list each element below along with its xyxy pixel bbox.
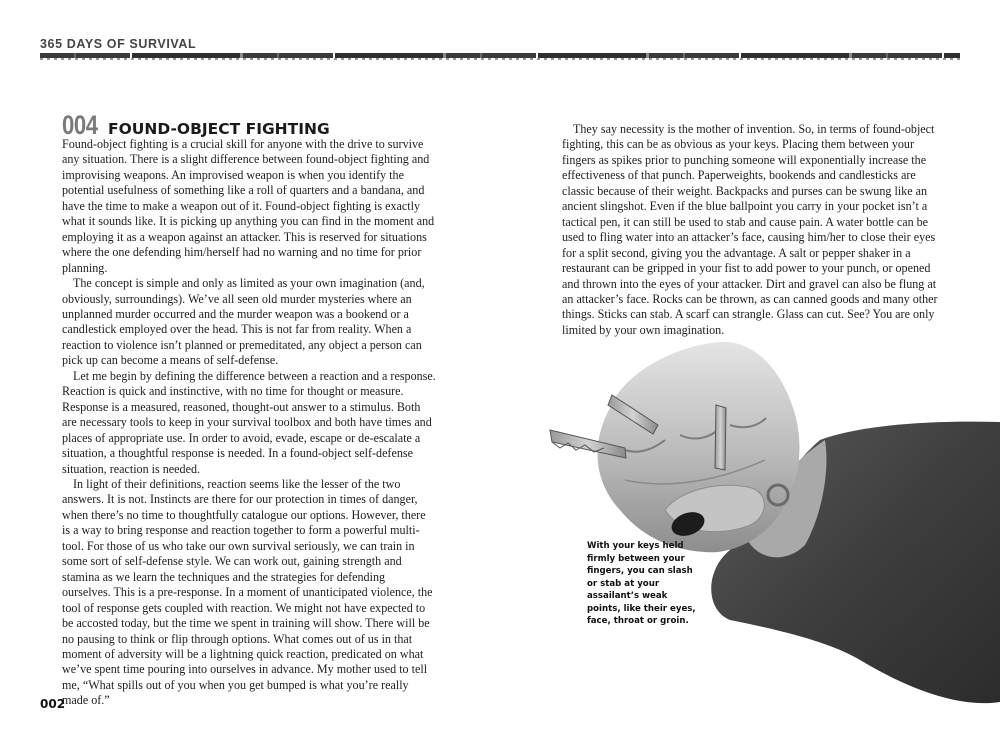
section-title: FOUND-OBJECT FIGHTING (108, 120, 330, 138)
paragraph: In light of their definitions, reaction seems like the lesser of the two answers. It is not. Instincts are there for our protection in times of danger, when there’s no time to thoughtfully catalogue our options. However, there is a way to bring response and reaction together to form a powerful multi-tool. For those of us who take our own survival seriously, we can train in some sort of self-defense style. We can work out, gaining strength and stamina as we learn the techniques and the strategies for defending ourselves. This is a pre-response. In a moment of unanticipated violence, the tool of response gets coupled with reaction. We might not have expected to be accosted today, but the time we spent in training will show. There will be no pausing to think or flip through options. What comes out of us in that moment of adversity will be a lightning quick reaction, predicated on what we’ve spent time pouring into ourselves in advance. My mother used to tell me, “What spills out of you when you get bumped is what you’re really made of.” (62, 476, 433, 708)
right-column (562, 122, 939, 338)
paragraph: Let me begin by defining the difference between a reaction and a response. Reaction is quick and instinctive, with no time for thought or measure. Response is a measured, reasoned, thought-out answer to a stimulus. Both are necessary tools to keep in your survival toolbox and both have times and places of appropriate use. In order to avoid, evade, escape or de-escalate a situation, a thoughtful response is needed. In a found-object self-defense situation, reaction is needed. (62, 368, 436, 476)
paragraph: The concept is simple and only as limited as your own imagination (and, obviously, surroundings). We’ve all seen old murder mysteries where an unplanned murder occurred and the murder weapon was a bookend or a candlestick employed over the head. This is not far from reality. When a reaction to violence isn’t planned or premeditated, any object a person can pick up can become a means of self-defense. (62, 276, 425, 368)
fist-with-keys-photo (530, 330, 1000, 710)
photo-caption: With your keys held firmly between your fingers, you can slash or stab at your assailant’s weak points, like their eyes, face, throat or groin. (587, 541, 696, 626)
running-head: 365 DAYS OF SURVIVAL (40, 37, 197, 51)
paragraph: Found-object fighting is a crucial skill for anyone with the drive to survive any situation. There is a slight difference between found-object fighting and improvising weapons. An improvised weapon is when you identify the potential usefulness of something like a roll of quarters and a bandana, and have the time to make a weapon out of it. Found-object fighting is exactly what it sounds like. It is picking up anything you can find in the moment and employing it as a weapon against an attacker. This is reserved for situations where the one defending him/herself had no warning and no time for prior planning. (62, 137, 435, 275)
paragraph: They say necessity is the mother of invention. So, in terms of found-object fighting, this can be as obvious as your keys. Placing them between your fingers as spikes prior to punching someone will exponentially increase the effectiveness of that punch. Paperweights, bookends and candlesticks are classic because of their weight. Backpacks and purses can be swung like an ancient slingshot. Even if the blue ballpoint you carry in your pocket isn’t a tactical pen, it can still be used to stab and cause pain. A water bottle can be used to fling water into an attacker’s face, causing him/her to close their eyes for a split second, giving you the advantage. A salt or pepper shaker in a restaurant can be gripped in your fist to add power to your punch, or opened and thrown into the eyes of your attacker. Dirt and gravel can also be flung at an attacker’s face. Rocks can be thrown, as can canned goods and many other things. Sticks can stab. A scarf can strangle. Glass can cut. See? You are only limited by your own imagination. (562, 122, 938, 337)
header-rule-distress (40, 58, 960, 60)
left-column (62, 137, 436, 709)
page-number: 002 (40, 697, 66, 711)
section-number: 004 (62, 110, 98, 140)
